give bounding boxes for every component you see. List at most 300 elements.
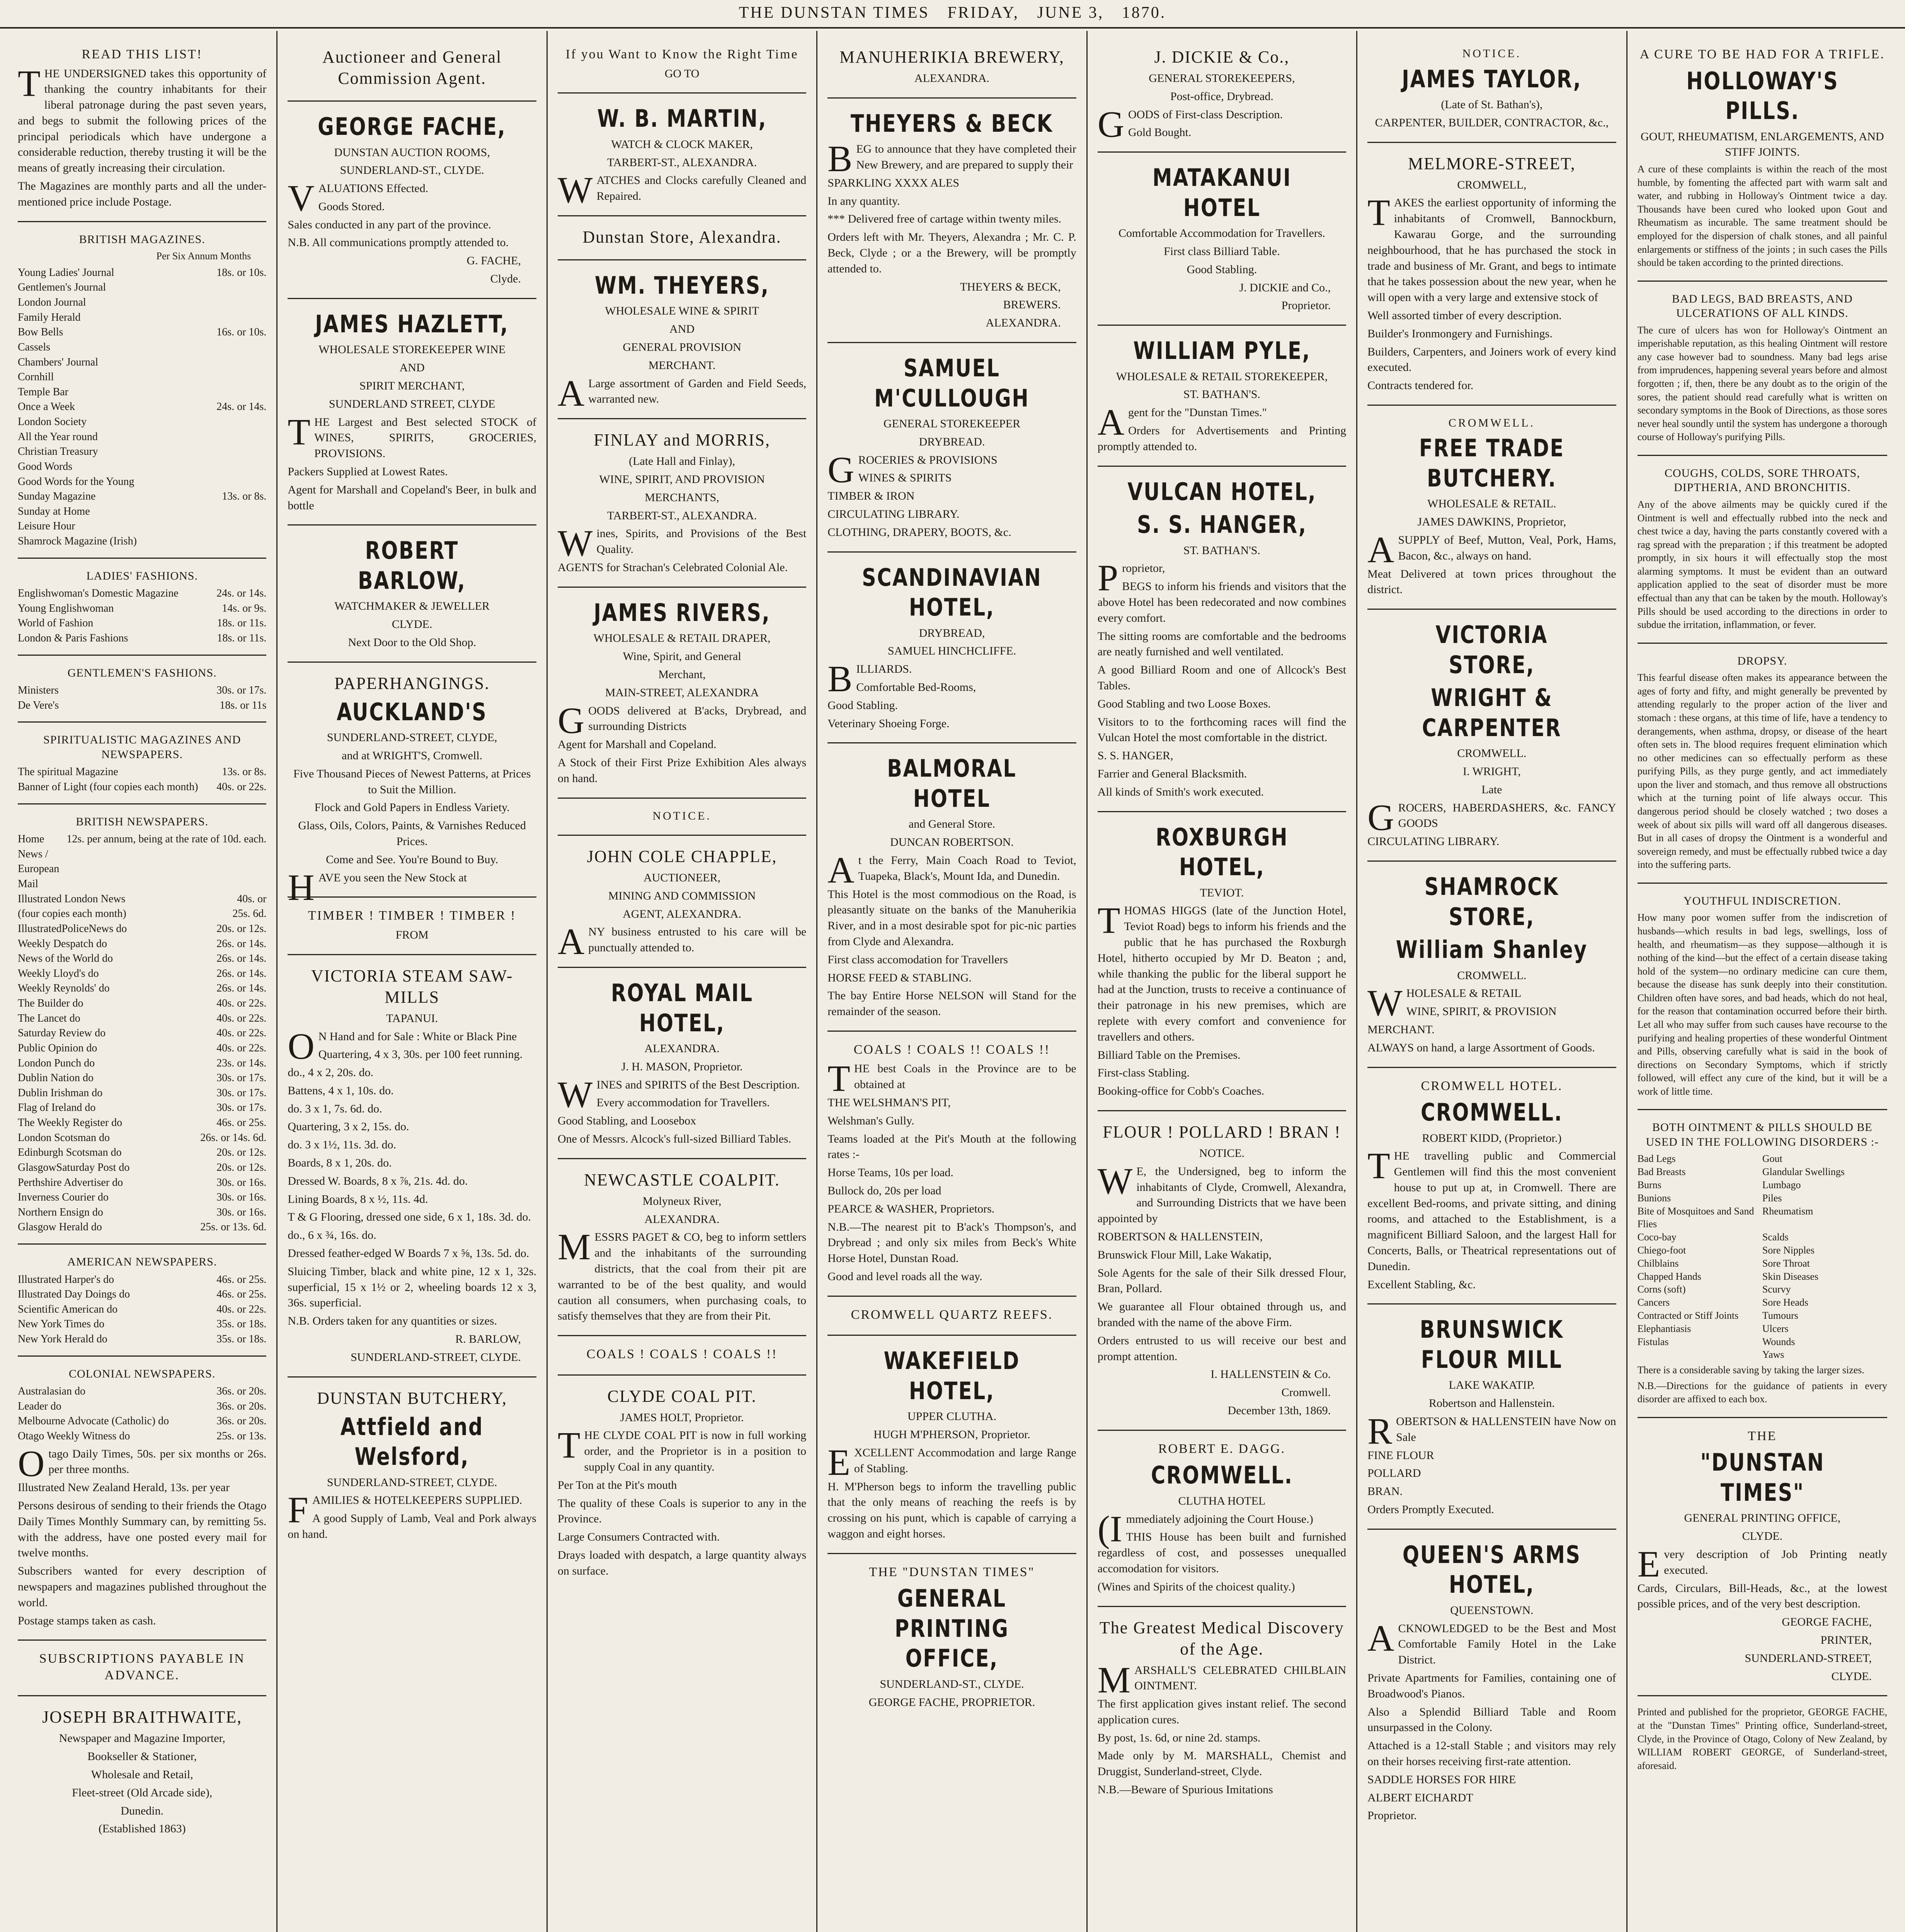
column-2: [277, 31, 547, 1932]
ad-title: S. S. HANGER,: [1137, 510, 1307, 539]
periodical-price: [263, 474, 266, 490]
ad-text: ALBERT EICHARDT: [1367, 1791, 1473, 1804]
price-row: [18, 310, 266, 325]
price-row: [18, 906, 266, 922]
price-row: [18, 1220, 266, 1235]
ad-text: A Stock of their First Prize Exhibition Ales always on hand.: [557, 756, 807, 785]
ad-heading: AMERICAN NEWSPAPERS.: [67, 1255, 217, 1268]
ad-subline: JAMES DAWKINS, Proprietor,: [1417, 515, 1566, 529]
advertisement: [18, 36, 266, 222]
advertisement: [18, 559, 266, 656]
periodical-price: 36s. or 20s.: [216, 1415, 267, 1427]
ad-heading: If you Want to Know the Right Time: [565, 47, 798, 61]
ad-title: HOLLOWAY'S PILLS.: [1686, 66, 1839, 125]
ad-text: Agent for Marshall and Copeland's Beer, in bulk and bottle: [288, 483, 536, 512]
ad-subline: TEVIOT.: [1200, 886, 1244, 899]
ad-text: The Magazines are monthly parts and all the under-mentioned price include Postage.: [18, 180, 267, 208]
price-row: [18, 922, 266, 937]
advertisement: [558, 36, 806, 94]
ad-subline: QUEENSTOWN.: [1450, 1604, 1534, 1617]
ad-subline: (Established 1863): [98, 1822, 186, 1835]
periodical-name: Illustrated Harper's do: [18, 1273, 114, 1286]
periodical-price: 24s. or 14s.: [216, 401, 267, 413]
masthead-date: JUNE 3,: [1037, 4, 1104, 22]
ad-heading: GENTLEMEN'S FASHIONS.: [67, 666, 217, 679]
periodical-name: Glasgow Herald do: [18, 1221, 102, 1233]
periodical-price: 36s. or 20s.: [216, 1400, 267, 1412]
ad-heading: SHAMROCK STORE,: [1424, 872, 1559, 931]
ad-text: Gold Bought.: [1128, 126, 1192, 139]
ad-text: Goods Stored.: [318, 200, 385, 213]
ad-text: Wines, Spirits, and Provisions of the Best Quality.: [557, 522, 807, 564]
ad-text: CIRCULATING LIBRARY.: [1367, 835, 1500, 848]
disorder-item: Scurvy: [1762, 1284, 1791, 1295]
periodical-price: [263, 370, 266, 385]
ad-subline: Comfortable Accommodation for Travellers.: [1118, 227, 1325, 240]
column-6: [1357, 31, 1627, 1932]
ad-heading: WM. THEYERS,: [594, 271, 769, 299]
ad-text: VALUATIONS Effected.: [288, 177, 429, 219]
price-row: [18, 519, 266, 534]
periodical-name: Bow Bells: [18, 326, 63, 338]
ad-heading: THE: [1748, 1429, 1777, 1443]
ad-text: WINES & SPIRITS: [858, 471, 952, 485]
ad-text: WINES and SPIRITS of the Best Description.: [557, 1073, 800, 1115]
ad-text: Dressed W. Boards, 8 x ⅞, 21s. 4d. do.: [288, 1174, 468, 1187]
advertisement: [1638, 456, 1887, 644]
price-row: [18, 832, 266, 892]
price-row: [18, 1175, 266, 1190]
disorder-item: Rheumatism: [1762, 1205, 1813, 1217]
periodical-price: 12s. per annum, being at the rate of 10d. each.: [66, 833, 267, 845]
ad-text: Good Stabling, and Loosebox: [557, 1114, 696, 1128]
periodical-price: 30s. or 16s.: [216, 1176, 267, 1189]
periodical-price: 30s. or 16s.: [216, 1206, 267, 1218]
disorder-item: Yaws: [1762, 1349, 1784, 1361]
column-1: [8, 31, 277, 1932]
ad-subline: UPPER CLUTHA.: [907, 1410, 996, 1423]
ad-small-text: Printed and published for the proprietor, GEORGE FACHE, at the "Dunstan Times" Printing office, Sunderland-street, Clyde, in the Province of Otago, Colony of New Zealand, by WILLIAM ROBERT GEORGE, of Sunderland-street, aforesaid.: [1637, 1706, 1887, 1771]
price-row: [18, 1011, 266, 1026]
ad-text: Proprietor.: [1367, 1809, 1417, 1822]
ad-text: S. S. HANGER,: [1097, 749, 1173, 762]
periodical-price: 30s. or 17s.: [216, 1102, 267, 1114]
periodical-name: Dublin Irishman do: [18, 1087, 103, 1099]
ad-text: Veterinary Shoeing Forge.: [827, 717, 950, 730]
periodical-price: 40s. or 22s.: [216, 1012, 267, 1024]
price-row: [18, 1131, 266, 1146]
price-row: [18, 265, 266, 281]
periodical-name: Leader do: [18, 1400, 61, 1412]
ad-subline: LAKE WAKATIP.: [1449, 1379, 1535, 1392]
ad-text: Well assorted timber of every description.: [1367, 309, 1562, 322]
ad-text: Private Apartments for Families, containing one of Broadwood's Pianos.: [1367, 1672, 1616, 1700]
ad-text: The sitting rooms are comfortable and the bedrooms are neatly furnished and well ventilated.: [1097, 629, 1347, 658]
periodical-name: All the Year round: [18, 430, 98, 443]
ad-text: First-class Stabling.: [1097, 1066, 1190, 1080]
advertisement: [18, 656, 266, 723]
ad-signature: Proprietor.: [1281, 299, 1331, 312]
periodical-name: (four copies each month): [18, 908, 126, 920]
periodical-name: Perthshire Advertiser do: [18, 1176, 123, 1189]
periodical-price: 13s. or 8s.: [222, 766, 267, 778]
ad-text: Orders entrusted to us will receive our best and prompt attention.: [1097, 1334, 1347, 1363]
advertisement: [558, 260, 806, 419]
periodical-price: 20s. or 12s.: [216, 1146, 267, 1159]
price-row: [18, 1116, 266, 1131]
ad-subline: ROBERT KIDD, (Proprietor.): [1422, 1131, 1562, 1145]
ad-subline: WHOLESALE STOREKEEPER WINE: [318, 343, 506, 356]
ad-heading: VICTORIA STEAM SAW-MILLS: [311, 966, 513, 1007]
periodical-price: 40s. or 22s.: [216, 1042, 267, 1054]
ad-subline: Fleet-street (Old Arcade side),: [72, 1786, 213, 1799]
periodical-name: Temple Bar: [18, 386, 68, 398]
ad-text: T & G Flooring, dressed one side, 6 x 1, 18s. 3d. do.: [288, 1211, 531, 1224]
advertisement: [1638, 282, 1887, 456]
advertisement: [1098, 1111, 1346, 1431]
ad-text: N.B.—Beware of Spurious Imitations: [1097, 1783, 1273, 1796]
disorder-item: Bite of Mosquitoes and Sand Flies: [1637, 1205, 1754, 1230]
ad-text: BILLIARDS.: [827, 658, 912, 700]
ad-text: FAMILIES & HOTELKEEPERS SUPPLIED.: [288, 1489, 523, 1531]
ad-text: This Hotel is the most commodious on the Road, is pleasantly situate on the banks of the Manuherikia River, and in a most desirable spot for pic-nic parties from Clyde and Alexandra.: [827, 888, 1076, 948]
ad-subline: Wholesale and Retail,: [91, 1768, 193, 1781]
ad-text: N.B. All communications promptly attended to.: [288, 236, 509, 249]
ad-signature: SUNDERLAND-STREET, CLYDE.: [351, 1350, 521, 1364]
ad-text: Drays loaded with despatch, a large quantity always on surface.: [557, 1549, 807, 1577]
ad-text: Builder's Ironmongery and Furnishings.: [1367, 327, 1553, 340]
ad-text: Booking-office for Cobb's Coaches.: [1097, 1085, 1265, 1098]
ad-text: Cards, Circulars, Bill-Heads, &c., at the lowest possible prices, and of the very best description.: [1637, 1582, 1887, 1611]
ad-text: HORSE FEED & STABLING.: [827, 971, 972, 984]
ad-subline: AGENT, ALEXANDRA.: [623, 907, 742, 920]
ad-subline: SUNDERLAND STREET, CLYDE: [329, 397, 495, 410]
ad-text: ALWAYS on hand, a large Assortment of Goods.: [1367, 1041, 1595, 1054]
ad-text: Good Stabling and two Loose Boxes.: [1097, 697, 1271, 710]
disorders-list: [1638, 1152, 1887, 1361]
price-row: [18, 1384, 266, 1399]
table-header: Per Six Annum Months: [156, 250, 251, 262]
advertisement: [18, 1245, 266, 1357]
ad-signature: Clyde.: [490, 272, 521, 286]
disorder-item: Contracted or Stiff Joints: [1637, 1310, 1739, 1321]
ad-subline: Glass, Oils, Colors, Paints, & Varnishes Reduced Prices.: [298, 819, 526, 848]
periodical-price: [263, 385, 266, 400]
ad-heading: Dunstan Store, Alexandra.: [582, 227, 781, 247]
ad-text: Battens, 4 x 1, 10s. do.: [288, 1084, 394, 1097]
ad-text: AGENTS for Strachan's Celebrated Colonial Ale.: [557, 561, 788, 574]
ad-text: MARSHALL'S CELEBRATED CHILBLAIN OINTMENT.: [1097, 1659, 1347, 1701]
ad-heading: A CURE TO BE HAD FOR A TRIFLE.: [1639, 47, 1885, 61]
ad-subline: Next Door to the Old Shop.: [348, 636, 476, 649]
ad-subline: WATCH & CLOCK MAKER,: [611, 138, 753, 151]
advertisement: [288, 898, 536, 955]
periodical-price: 26s. or 14s.: [216, 967, 267, 980]
price-row: [18, 415, 266, 430]
ad-heading: WILLIAM PYLE,: [1133, 337, 1311, 365]
periodical-name: Family Herald: [18, 311, 81, 323]
ad-text: Dressed feather-edged W Boards 7 x ⅝, 13s. 5d. do.: [288, 1247, 529, 1260]
ad-text: Boards, 8 x 1, 20s. do.: [288, 1156, 392, 1170]
ad-signature: SUNDERLAND-STREET,: [1745, 1651, 1872, 1665]
ad-subline: GENERAL PROVISION: [623, 341, 741, 354]
price-row: [18, 340, 266, 355]
disorder-item: Coco-bay: [1637, 1231, 1677, 1243]
ad-text: Good Stabling.: [827, 699, 898, 712]
periodical-name: Home News / European Mail: [18, 833, 60, 890]
ad-text: GROCERS, HABERDASHERS, &c. FANCY GOODS: [1367, 796, 1616, 838]
ad-text: The bay Entire Horse NELSON will Stand for the remainder of the season.: [827, 989, 1076, 1018]
ad-subline: Molyneux River,: [642, 1194, 722, 1208]
price-row: [18, 1272, 266, 1287]
ad-heading: YOUTHFUL INDISCRETION.: [1684, 894, 1841, 907]
disorder-item: Skin Diseases: [1762, 1270, 1818, 1282]
periodical-name: The Weekly Register do: [18, 1117, 123, 1129]
ad-text: Sluicing Timber, black and white pine, 12 x 1, 32s. superficial, 15 x 1½ or 2, wheeling boards 12 x 3, 36s. superficial.: [288, 1265, 536, 1310]
ad-subline: WATCHMAKER & JEWELLER: [334, 600, 490, 613]
periodical-name: News of the World do: [18, 952, 113, 965]
price-row: [18, 280, 266, 295]
advertisement: [1098, 36, 1346, 153]
ad-subline: MERCHANT.: [648, 359, 716, 372]
ad-subline: (Late of St. Bathan's),: [1441, 98, 1543, 111]
ad-text: Agent for Marshall and Copeland.: [557, 738, 717, 751]
periodical-price: [263, 415, 266, 430]
ad-subline: AUCTIONEER,: [643, 871, 721, 884]
price-row: [18, 400, 266, 415]
ad-subline: First class Billiard Table.: [1164, 245, 1280, 258]
ad-heading: WAKEFIELD HOTEL,: [884, 1347, 1020, 1405]
ad-text: Quartering, 3 x 2, 15s. do.: [288, 1120, 409, 1133]
disorder-item: Fistulas: [1637, 1336, 1669, 1347]
ad-heading: DROPSY.: [1737, 654, 1788, 667]
ad-text: A good Supply of Lamb, Veal and Pork always on hand.: [288, 1512, 536, 1541]
advertisement: [558, 799, 806, 836]
advertisement: [558, 836, 806, 968]
ad-heading: THE "DUNSTAN TIMES": [869, 1565, 1035, 1579]
ad-subline: MAIN-STREET, ALEXANDRA: [605, 686, 759, 699]
ad-subline: ST. BATHAN'S.: [1183, 388, 1260, 401]
periodical-price: 30s. or 17s.: [216, 1087, 267, 1099]
ad-title: "DUNSTAN TIMES": [1700, 1448, 1825, 1507]
advertisement: [827, 1032, 1076, 1297]
ad-signature: R. BARLOW,: [455, 1333, 521, 1346]
advertisement: [18, 804, 266, 1245]
periodical-name: Sunday Magazine: [18, 490, 96, 503]
advertisement: [1367, 610, 1616, 862]
periodical-price: 18s. or 11s: [220, 699, 267, 711]
periodical-name: Inverness Courier do: [18, 1191, 109, 1204]
ad-heading: VULCAN HOTEL,: [1127, 477, 1316, 506]
ad-text: SPARKLING XXXX ALES: [827, 176, 959, 189]
disorder-item: Wounds: [1762, 1336, 1795, 1347]
ad-heading: CROMWELL QUARTZ REEFS.: [851, 1307, 1053, 1322]
advertisement: [1367, 36, 1616, 143]
periodical-price: 16s. or 10s.: [216, 326, 267, 338]
ad-heading: NOTICE.: [652, 809, 712, 822]
price-row: [18, 1399, 266, 1414]
price-row: [18, 966, 266, 981]
ad-heading: Auctioneer and General Commission Agent.: [322, 48, 502, 88]
ad-subline: Five Thousand Pieces of Newest Patterns, at Prices to Suit the Million.: [293, 767, 531, 796]
periodical-name: Weekly Despatch do: [18, 937, 107, 950]
periodical-name: Leisure Hour: [18, 520, 75, 532]
ad-title: JAMES TAYLOR,: [1402, 65, 1582, 93]
price-row: [18, 444, 266, 459]
ad-text: First class accomodation for Travellers: [827, 953, 1008, 966]
ad-text: do. 3 x 1, 7s. 6d. do.: [288, 1102, 382, 1115]
ad-heading: BRITISH MAGAZINES.: [79, 233, 205, 246]
disorder-item: Gout: [1762, 1153, 1782, 1165]
ad-text: do., 4 x 2, 20s. do.: [288, 1066, 374, 1079]
periodical-price: [263, 355, 266, 370]
periodical-price: 18s. or 10s.: [216, 266, 267, 279]
periodical-name: Scientific American do: [18, 1303, 118, 1315]
ad-text: WATCHES and Clocks carefully Cleaned and Repaired.: [557, 169, 807, 211]
ad-small-text: N.B.—Directions for the guidance of patients in every disorder are affixed to each box.: [1637, 1380, 1887, 1405]
ad-subline: GENERAL PRINTING OFFICE,: [1684, 1512, 1841, 1525]
periodical-name: New York Herald do: [18, 1333, 107, 1345]
ad-text: Farrier and General Blacksmith.: [1097, 767, 1247, 781]
ad-subline: and General Store.: [908, 818, 996, 831]
ad-text: Orders left with Mr. Theyers, Alexandra ; Mr. C. P. Beck, Clyde ; or a the Brewery, will be promptly attended to.: [827, 231, 1076, 275]
ad-title: AUCKLAND'S: [337, 697, 487, 726]
advertisement: [827, 1336, 1076, 1554]
ad-signature: December 13th, 1869.: [1227, 1404, 1331, 1417]
periodical-name: Cassels: [18, 341, 50, 353]
periodical-price: 40s. or 22s.: [216, 997, 267, 1009]
advertisement: [288, 36, 536, 102]
advertisement: [18, 1696, 266, 1848]
ad-heading: GEORGE FACHE,: [318, 112, 506, 141]
ad-small-text: The cure of ulcers has won for Holloway's Ointment an imperishable reputation, as this healing Ointment will restore any case however bad to soundness. Many bad legs arise from imprudences, happening several years before and almost forgotten ; if, then, there be any doubt as to the origin of the sores, the patient should read carefully what is written on secondary symptoms in the Book of Directions, as those sores never heal soundly until the system has undergone a thorough course of Holloway's purifying Pills.: [1637, 324, 1887, 443]
periodical-price: [263, 340, 266, 355]
ad-heading: COALS ! COALS !! COALS !!: [853, 1042, 1050, 1057]
ad-heading: COALS ! COALS ! COALS !!: [586, 1347, 778, 1362]
ad-subline: GENERAL STOREKEEPER: [883, 417, 1021, 430]
disorder-item: Chilblains: [1637, 1257, 1679, 1269]
ad-subline: MERCHANTS,: [645, 491, 719, 504]
periodical-price: 40s. or 22s.: [216, 1027, 267, 1039]
ad-text: By post, 1s. 6d, or nine 2d. stamps.: [1097, 1731, 1261, 1744]
ad-subline: and at WRIGHT'S, Cromwell.: [342, 749, 483, 762]
advertisement: [558, 94, 806, 216]
ad-small-text: Any of the above ailments may be quickly cured if the Ointment is well and effectually rubbed into the neck and chest twice a day, having the parts constantly covered with a rag spread with the preparation ; if this treatment be adopted promptly, in six hours it will effectually stop the most alarming symptoms. It must be evident than an outward application applied to the seat of disorder must be more effectual than any that can be taken by the mouth. Holloway's Pills should be used according to the directions in order to subdue the irritation, inflammation, or fever.: [1637, 498, 1887, 631]
ad-text: Teams loaded at the Pit's Mouth at the following rates :-: [827, 1132, 1076, 1161]
ad-subline: CLYDE.: [392, 618, 432, 631]
advertisement: [558, 1159, 806, 1336]
periodical-name: Good Words: [18, 460, 73, 473]
ad-text: GROCERIES & PROVISIONS: [827, 449, 998, 490]
price-row: [18, 504, 266, 519]
price-row: [18, 951, 266, 966]
ad-heading: THEYERS & BECK: [851, 109, 1053, 138]
periodical-price: [263, 504, 266, 519]
ad-subline: WHOLESALE & RETAIL DRAPER,: [593, 632, 771, 645]
ad-subline: DRYBREAD,: [919, 626, 985, 639]
ad-text: WINE, SPIRIT, & PROVISION: [1406, 1005, 1557, 1018]
advertisement: [18, 1641, 266, 1696]
advertisement: [1638, 36, 1887, 282]
price-row: [18, 1332, 266, 1347]
ad-heading: JOHN COLE CHAPPLE,: [587, 847, 777, 866]
ad-text: Every accommodation for Travellers.: [596, 1096, 770, 1109]
ad-heading: ROBERT BARLOW,: [358, 536, 466, 595]
ad-subline: NOTICE.: [1199, 1146, 1245, 1160]
ad-text: Good and level roads all the way.: [827, 1270, 982, 1283]
ad-heading: CLYDE COAL PIT.: [607, 1386, 757, 1406]
ad-heading: W. B. MARTIN,: [597, 104, 767, 133]
ad-text: Contracts tendered for.: [1367, 379, 1474, 392]
ad-text: PEARCE & WASHER, Proprietors.: [827, 1202, 995, 1215]
ad-heading: QUEEN'S ARMS HOTEL,: [1403, 1540, 1581, 1599]
ad-text: ALarge assortment of Garden and Field Seeds, warranted new.: [557, 372, 807, 414]
advertisement: [827, 36, 1076, 99]
ad-heading: NEWCASTLE COALPIT.: [584, 1170, 780, 1189]
periodical-name: IllustratedPoliceNews do: [18, 922, 127, 935]
ad-small-text: This fearful disease often makes its appearance between the ages of forty and fifty, and might generally be prevented by attending regularly to the proper action of the liver and stomach : these organs, at this time of life, have a tendency to derangements, when asthma, dropsy, or disease of the heart often sets in. The blood requires frequent elimination which no other medicines can so effectually perform as these purifying Pills, as they purge gently, and act immediately upon the liver and stomach, and thus remove all obstructions which at the turning point of life always occur. This dangerous period should be closely watched ; two doses a week of about six pills will ward off all dangerous diseases. But in all cases of dropsy the Ointment is a wonderful and sovereign remedy, and must be effectually rubbed twice a day into the suffering parts.: [1637, 672, 1887, 871]
advertisement: [18, 723, 266, 804]
ad-text: All kinds of Smith's work executed.: [1097, 785, 1264, 798]
ad-text: Agent for the "Dunstan Times.": [1097, 401, 1267, 443]
ad-subline: CLYDE.: [1742, 1530, 1783, 1543]
periodical-name: Illustrated Day Doings do: [18, 1288, 130, 1301]
periodical-price: 30s. or 17s.: [216, 1072, 267, 1084]
advertisement: [1367, 1304, 1616, 1529]
ad-text: The quality of these Coals is superior to any in the Province.: [557, 1497, 807, 1526]
ad-heading: ROYAL MAIL HOTEL,: [611, 979, 753, 1037]
advertisement: [288, 526, 536, 662]
periodical-price: [263, 459, 266, 474]
ad-subline: Late: [1481, 783, 1502, 796]
periodical-name: Sunday at Home: [18, 505, 90, 517]
disorder-item: Cancers: [1637, 1297, 1670, 1308]
ad-subline: Robertson and Hallenstein.: [1428, 1397, 1555, 1410]
advertisement: [558, 216, 806, 260]
ad-text: POLLARD: [1367, 1467, 1421, 1480]
periodical-price: 14s. or 9s.: [222, 602, 267, 614]
periodical-price: [263, 295, 266, 310]
periodical-name: Chambers' Journal: [18, 356, 99, 368]
ad-text: The first application gives instant relief. The second application cures.: [1097, 1697, 1347, 1726]
periodical-price: 25s. or 13s.: [216, 1430, 267, 1442]
advertisement: [1638, 884, 1887, 1111]
periodical-price: 40s. or: [237, 893, 267, 905]
ad-subline: WHOLESALE & RETAIL STOREKEEPER,: [1116, 370, 1328, 383]
periodical-price: 25s. or 13s. 6d.: [200, 1221, 267, 1233]
advertisement: [1098, 812, 1346, 1111]
ad-subline: Bookseller & Stationer,: [87, 1750, 197, 1763]
ad-subline: Merchant,: [658, 668, 706, 681]
periodical-price: 26s. or 14s. 6d.: [200, 1131, 267, 1144]
ad-heading: J. DICKIE & Co.,: [1154, 48, 1290, 66]
price-row: [18, 996, 266, 1011]
ad-signature: ALEXANDRA.: [986, 316, 1061, 330]
advertisement: [288, 1378, 536, 1553]
ad-subline: ALEXANDRA.: [914, 72, 990, 85]
ad-text: ANY business entrusted to his care will be punctually attended to.: [557, 921, 807, 963]
ad-text: BEG to announce that they have completed their New Brewery, and are prepared to supply their: [827, 138, 1076, 180]
ad-heading: BALMORAL HOTEL: [887, 754, 1017, 813]
ad-subline: AND: [399, 361, 425, 374]
ad-text: Sole Agents for the sale of their Silk dressed Flour, Bran, Pollard.: [1097, 1266, 1347, 1295]
price-row: [18, 631, 266, 646]
periodical-name: Dublin Nation do: [18, 1072, 94, 1084]
periodical-name: Good Words for the Young: [18, 475, 134, 488]
advertisement: [18, 1357, 266, 1641]
advertisement: [558, 968, 806, 1159]
ad-subline: SUNDERLAND-ST., CLYDE.: [880, 1677, 1024, 1690]
